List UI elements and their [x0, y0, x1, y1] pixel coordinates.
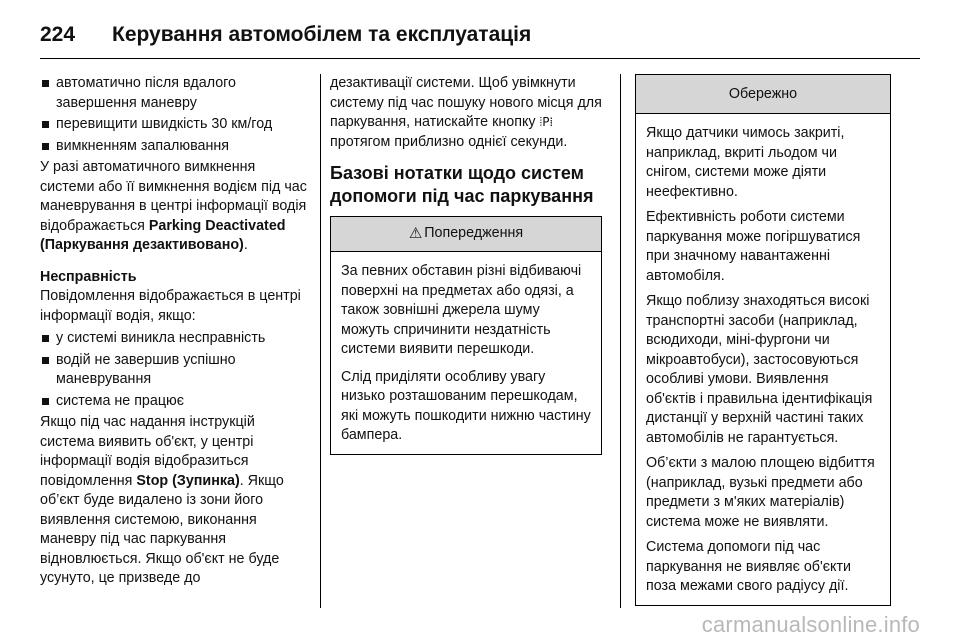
parking-deactivated-message: Parking Deactivated (Паркування дезактивовано) [40, 217, 286, 253]
watermark: carmanualsonline.info [701, 612, 920, 637]
warning-paragraph: За певних обставин різні відбиваючі поверхні на предметах або одязі, а також зовнішні джерела шуму можуть спричинити нездатність системи виявити перешкоди. [341, 263, 582, 357]
faults-heading: Несправність [40, 268, 137, 285]
deactivation-paragraph [40, 158, 308, 256]
paragraph-text: . [243, 237, 248, 253]
paragraph-text: дезактивації системи. Щоб увімкнути систему під час пошуку нового місця для паркування, натискайте кнопку [330, 75, 602, 130]
parking-assist-icon: ⦙P⁞ [539, 115, 554, 129]
caution-body [636, 114, 890, 605]
faults-intro: Повідомлення відображається в центрі інформації водія, якщо: [40, 288, 301, 324]
paragraph-text: протягом приблизно однієї секунди. [330, 133, 568, 150]
caution-header [636, 75, 890, 114]
list-item: у системі виникла несправність [40, 329, 308, 349]
list-item: автоматично після вдалого завершення маневру [40, 74, 308, 113]
list-item: перевищити швидкість 30 км/год [40, 115, 308, 135]
paragraph-text: У разі автоматичного вимкнення системи або її вимкнення водієм під час маневрування в центрі інформації водія відображається [40, 159, 307, 234]
list-item: вимкненням запалювання [40, 137, 308, 157]
list-item: система не працює [40, 392, 308, 412]
caution-paragraph: Система допомоги під час паркування не виявляє об'єкти поза межами свого радіусу дії. [646, 539, 851, 594]
caution-paragraph: Якщо поблизу знаходяться високі транспортні засоби (наприклад, всюдиходи, міні-фургони чи мікроавтобуси), застосовуються особливі умови. Виявлення об'єктів і правильна ідентифікація дистанції у верхній частині таких автомобілів не гарантується. [646, 293, 873, 446]
column-3 [635, 74, 891, 606]
warning-body [331, 252, 601, 454]
warning-box [330, 216, 602, 455]
faults-list [40, 329, 308, 411]
caution-paragraph: Об’єкти з малою площею відбиття (наприклад, вузькі предмети або предмети з м'яких матеріалів) система може не виявляти. [646, 455, 875, 530]
column-divider [320, 74, 321, 608]
column-1 [40, 74, 308, 589]
warning-title: Попередження [424, 225, 524, 242]
paragraph-text: Якщо під час надання інструкцій система виявить об'єкт, у центрі інформації водія відобразиться повідомлення [40, 414, 255, 489]
column-2 [330, 74, 602, 455]
warning-icon: ⚠ [408, 225, 423, 243]
column-divider [620, 74, 621, 608]
list-item: водій не завершив успішно маневрування [40, 351, 308, 390]
stop-message: Stop (Зупинка) [136, 472, 240, 489]
warning-header [331, 217, 601, 252]
page-header [40, 16, 920, 54]
caution-paragraph: Ефективність роботи системи паркування може погіршуватися при значному навантаженні автомобіля. [646, 209, 861, 284]
stop-paragraph [40, 413, 308, 589]
caution-paragraph: Якщо датчики чимось закриті, наприклад, вкриті льодом чи снігом, системи може діяти неефективно. [646, 125, 845, 200]
section-title: Базові нотатки щодо систем допомоги під час паркування [330, 163, 594, 206]
paragraph-text: . Якщо об’єкт буде видалено із зони його виявлення системою, виконання маневру під час паркування відновлюється. Якщо об'єкт не буде усунуто, це призведе до [40, 472, 284, 586]
page-number: 224 [40, 23, 76, 46]
page-title: Керування автомобілем та експлуатація [112, 23, 532, 46]
continuation-paragraph [330, 74, 602, 152]
header-divider [40, 58, 920, 59]
deactivation-list [40, 74, 308, 156]
warning-paragraph: Слід приділяти особливу увагу низько розташованим перешкодам, які можуть пошкодити нижню частину бампера. [341, 368, 591, 443]
caution-box [635, 74, 891, 606]
caution-title: Обережно [728, 86, 798, 102]
